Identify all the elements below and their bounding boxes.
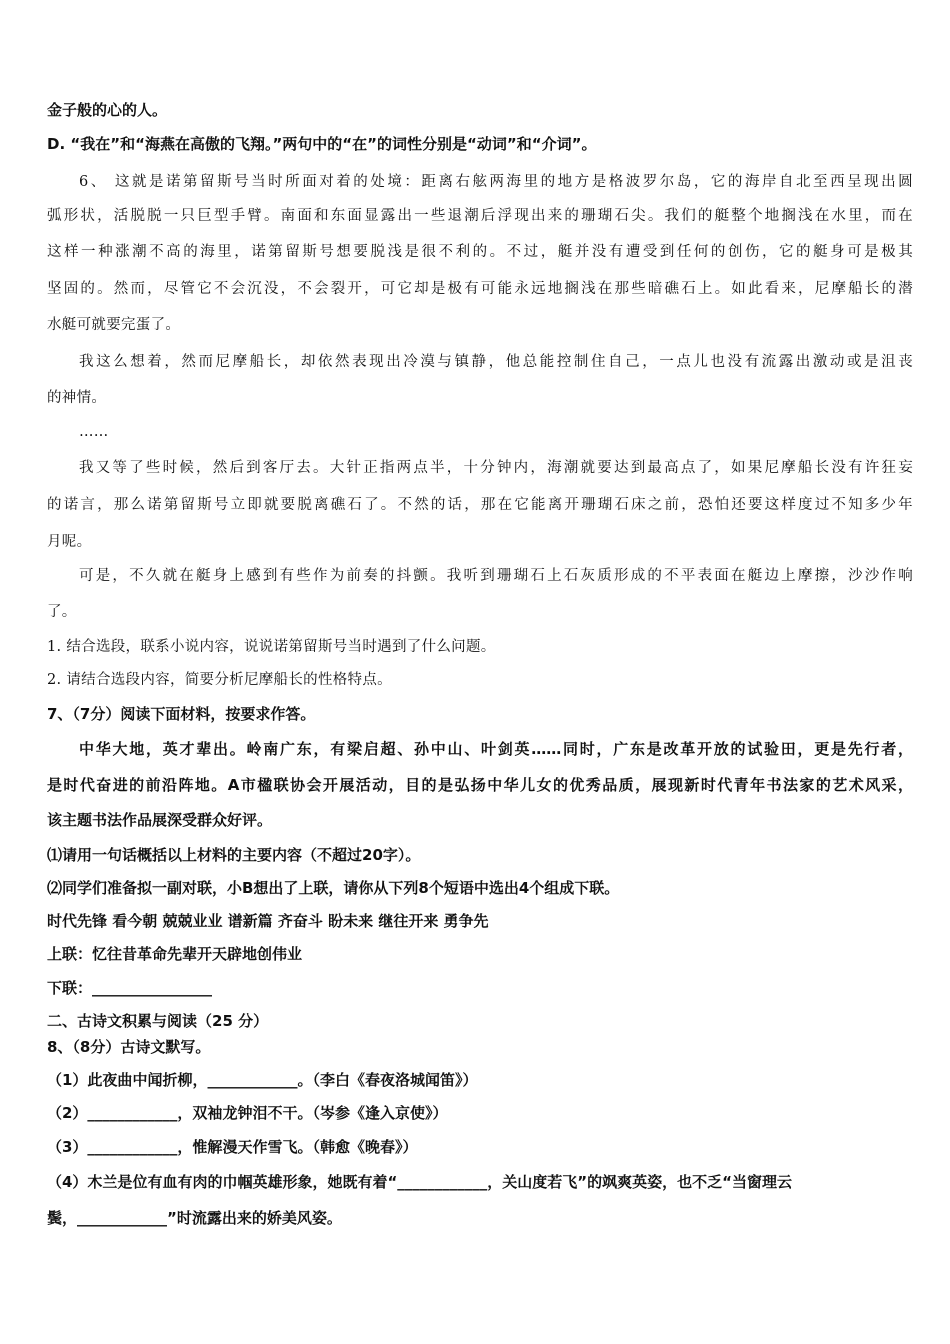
option-d: D. “我在”和“海燕在高傲的飞翔。”两句中的“在”的词性分别是“动词”和“介词”。 xyxy=(47,135,597,153)
passage-line: 我这么想着，然而尼摩船长，却依然表现出冷漠与镇静，他总能控制住自己，一点儿也没有流露出激动或是沮丧 xyxy=(79,354,913,370)
ellipsis: …… xyxy=(79,424,109,440)
passage-line: 我又等了些时候，然后到客厅去。大针正指两点半，十分钟内，海潮就要达到最高点了，如果尼摩船长没有许狂妄 xyxy=(79,460,913,476)
poem-blank-1: （1）此夜曲中闻折柳，____________。（李白《春夜洛城闻笛》） xyxy=(47,1071,478,1089)
passage-line: 月呢。 xyxy=(47,534,92,550)
question-8-title: 8、（8分）古诗文默写。 xyxy=(47,1038,211,1056)
lower-couplet-blank: 下联：________________ xyxy=(47,979,213,997)
passage-line: 的神情。 xyxy=(47,390,107,406)
question-2: 2. 请结合选段内容，简要分析尼摩船长的性格特点。 xyxy=(47,672,392,688)
passage-line: 坚固的。然而，尽管它不会沉没，不会裂开，可它却是极有可能永远地搁浅在那些暗礁石上。如此看来，尼摩船长的潜 xyxy=(47,281,913,297)
material-line: 该主题书法作品展深受群众好评。 xyxy=(47,811,273,829)
subquestion-2: ⑵同学们准备拟一副对联，小B想出了上联，请你从下列8个短语中选出4个组成下联。 xyxy=(47,879,620,897)
poem-blank-4-cont: 鬓，____________”时流露出来的娇美风姿。 xyxy=(47,1209,342,1227)
poem-blank-2: （2）____________，双袖龙钟泪不干。（岑参《逢入京使》） xyxy=(47,1104,448,1122)
section-2-heading: 二、古诗文积累与阅读（25 分） xyxy=(47,1012,269,1030)
poem-blank-3: （3）____________，惟解漫天作雪飞。（韩愈《晚春》） xyxy=(47,1138,418,1156)
passage-line: 6、 这就是诺第留斯号当时所面对着的处境：距离右舷两海里的地方是格波罗尔岛，它的海岸自北至西呈现出圆 xyxy=(79,174,913,190)
passage-line: 可是，不久就在艇身上感到有些作为前奏的抖颤。我听到珊瑚石上石灰质形成的不平表面在艇边上摩擦，沙沙作响 xyxy=(79,568,913,584)
question-7-title: 7、（7分）阅读下面材料，按要求作答。 xyxy=(47,705,316,723)
phrase-options: 时代先锋 看今朝 兢兢业业 谱新篇 齐奋斗 盼未来 继往开来 勇争先 xyxy=(47,912,489,930)
material-line: 是时代奋进的前沿阵地。A市楹联协会开展活动，目的是弘扬中华儿女的优秀品质，展现新时代青年书法家的艺术风采， xyxy=(47,776,913,794)
material-line: 中华大地，英才辈出。岭南广东，有梁启超、孙中山、叶剑英……同时，广东是改革开放的试验田，更是先行者， xyxy=(79,740,913,758)
question-1: 1. 结合选段，联系小说内容，说说诺第留斯号当时遇到了什么问题。 xyxy=(47,639,496,655)
passage-line: 这样一种涨潮不高的海里，诺第留斯号想要脱浅是很不利的。不过，艇并没有遭受到任何的创伤，它的艇身可是极其 xyxy=(47,244,913,260)
passage-line: 的诺言，那么诺第留斯号立即就要脱离礁石了。不然的话，那在它能离开珊瑚石床之前，恐怕还要这样度过不知多少年 xyxy=(47,497,913,513)
subquestion-1: ⑴请用一句话概括以上材料的主要内容（不超过20字）。 xyxy=(47,846,421,864)
passage-line: 了。 xyxy=(47,604,77,620)
text-line: 金子般的心的人。 xyxy=(47,101,168,119)
upper-couplet: 上联：忆往昔革命先辈开天辟地创伟业 xyxy=(47,945,303,963)
passage-line: 弧形状，活脱脱一只巨型手臂。南面和东面显露出一些退潮后浮现出来的珊瑚石尖。我们的艇整个地搁浅在水里，而在 xyxy=(47,208,913,224)
passage-line: 水艇可就要完蛋了。 xyxy=(47,317,181,333)
poem-blank-4: （4）木兰是位有血有肉的巾帼英雄形象，她既有着“____________，关山度若飞”的飒爽英姿，也不乏“当窗理云 xyxy=(47,1173,793,1191)
